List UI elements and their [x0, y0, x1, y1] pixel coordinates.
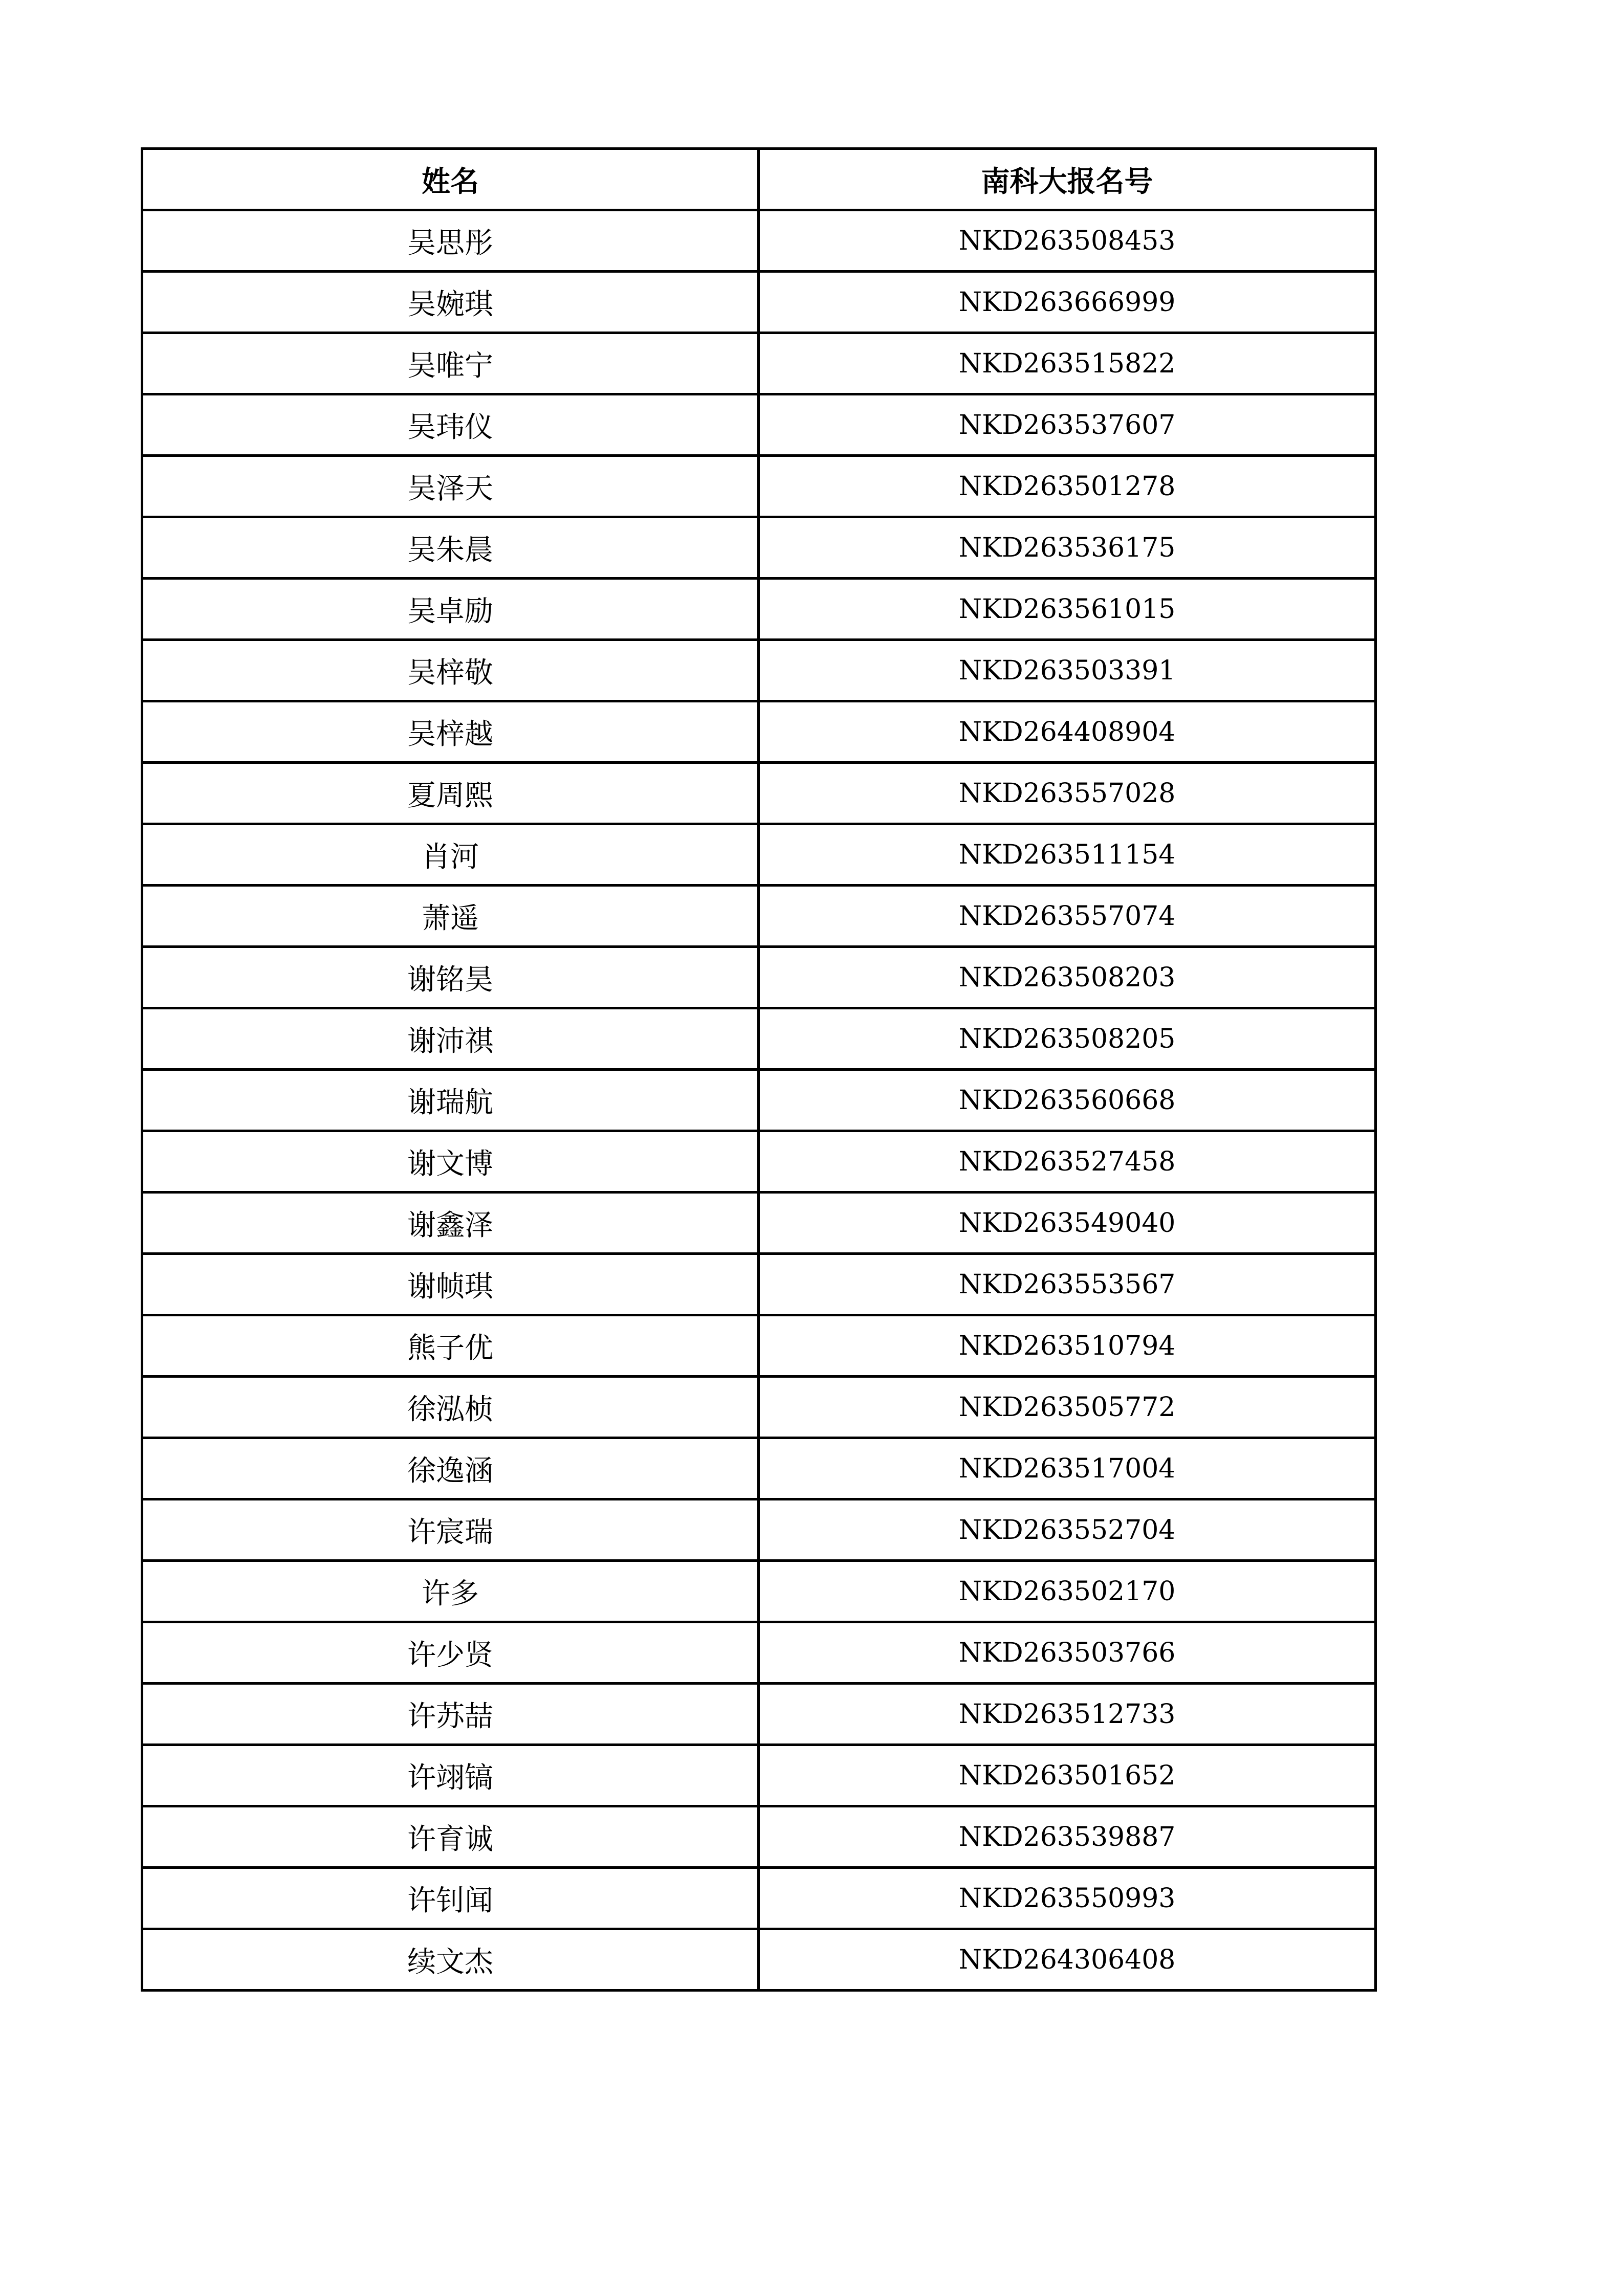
student-name-cell: 吴婉琪 — [142, 272, 759, 333]
registration-number-cell: NKD263510794 — [759, 1315, 1376, 1377]
table-row — [142, 886, 1376, 947]
table-row — [142, 394, 1376, 456]
table-row — [142, 1254, 1376, 1315]
table-header-row — [142, 149, 1376, 210]
student-name-cell: 吴朱晨 — [142, 517, 759, 579]
student-name-cell: 徐泓桢 — [142, 1377, 759, 1438]
registration-number-cell: NKD263508203 — [759, 947, 1376, 1008]
student-name-cell: 谢帧琪 — [142, 1254, 759, 1315]
student-name-cell: 许少贤 — [142, 1622, 759, 1684]
student-name-cell: 吴卓励 — [142, 579, 759, 640]
registration-number-cell: NKD263557028 — [759, 763, 1376, 824]
table-row — [142, 1684, 1376, 1745]
student-name-cell: 许多 — [142, 1561, 759, 1622]
registration-number-cell: NKD264306408 — [759, 1929, 1376, 1991]
registration-number-cell: NKD263561015 — [759, 579, 1376, 640]
table-row — [142, 1745, 1376, 1806]
table-row — [142, 947, 1376, 1008]
student-name-cell: 谢鑫泽 — [142, 1193, 759, 1254]
table-row — [142, 210, 1376, 272]
table-row — [142, 824, 1376, 886]
student-name-cell: 续文杰 — [142, 1929, 759, 1991]
table-row — [142, 1499, 1376, 1561]
registration-number-cell: NKD263505772 — [759, 1377, 1376, 1438]
table-row — [142, 456, 1376, 517]
student-name-cell: 许育诚 — [142, 1806, 759, 1868]
registration-number-cell: NKD263503766 — [759, 1622, 1376, 1684]
student-name-cell: 吴玮仪 — [142, 394, 759, 456]
registration-number-cell: NKD263502170 — [759, 1561, 1376, 1622]
table-row — [142, 1438, 1376, 1499]
table-row — [142, 1193, 1376, 1254]
table-row — [142, 333, 1376, 394]
table-row — [142, 1806, 1376, 1868]
student-name-cell: 谢文博 — [142, 1131, 759, 1193]
student-name-cell: 许翊镐 — [142, 1745, 759, 1806]
table-row — [142, 1070, 1376, 1131]
table-row — [142, 763, 1376, 824]
registration-number-cell: NKD263539887 — [759, 1806, 1376, 1868]
student-name-cell: 许宸瑞 — [142, 1499, 759, 1561]
student-name-cell: 肖河 — [142, 824, 759, 886]
table-row — [142, 272, 1376, 333]
registration-number-cell: NKD263553567 — [759, 1254, 1376, 1315]
table-row — [142, 1561, 1376, 1622]
registration-table — [141, 147, 1377, 1992]
student-name-cell: 熊子优 — [142, 1315, 759, 1377]
registration-number-cell: NKD263557074 — [759, 886, 1376, 947]
table-row — [142, 1868, 1376, 1929]
student-name-cell: 谢铭昊 — [142, 947, 759, 1008]
table-header — [142, 149, 1376, 210]
registration-number-cell: NKD263560668 — [759, 1070, 1376, 1131]
registration-number-cell: NKD263552704 — [759, 1499, 1376, 1561]
table-body — [142, 210, 1376, 1991]
student-name-cell: 吴泽天 — [142, 456, 759, 517]
student-name-cell: 许苏喆 — [142, 1684, 759, 1745]
table-row — [142, 701, 1376, 763]
student-name-cell: 许钊闻 — [142, 1868, 759, 1929]
registration-number-cell: NKD263537607 — [759, 394, 1376, 456]
registration-number-cell: NKD263527458 — [759, 1131, 1376, 1193]
student-name-cell: 夏周熙 — [142, 763, 759, 824]
student-name-cell: 吴梓越 — [142, 701, 759, 763]
registration-number-cell: NKD263517004 — [759, 1438, 1376, 1499]
registration-number-cell: NKD263503391 — [759, 640, 1376, 701]
student-name-cell: 吴思彤 — [142, 210, 759, 272]
registration-number-cell: NKD264408904 — [759, 701, 1376, 763]
registration-number-cell: NKD263501278 — [759, 456, 1376, 517]
student-name-cell: 徐逸涵 — [142, 1438, 759, 1499]
registration-number-cell: NKD263550993 — [759, 1868, 1376, 1929]
table-row — [142, 1315, 1376, 1377]
registration-number-cell: NKD263536175 — [759, 517, 1376, 579]
table-row — [142, 1622, 1376, 1684]
table-row — [142, 1131, 1376, 1193]
registration-number-cell: NKD263508205 — [759, 1008, 1376, 1070]
student-name-cell: 吴唯宁 — [142, 333, 759, 394]
registration-number-cell: NKD263549040 — [759, 1193, 1376, 1254]
registration-number-cell: NKD263515822 — [759, 333, 1376, 394]
table-row — [142, 640, 1376, 701]
table-row — [142, 1377, 1376, 1438]
student-name-cell: 谢瑞航 — [142, 1070, 759, 1131]
student-name-cell: 吴梓敬 — [142, 640, 759, 701]
table-row — [142, 1008, 1376, 1070]
registration-number-cell: NKD263512733 — [759, 1684, 1376, 1745]
table-row — [142, 579, 1376, 640]
registration-number-cell: NKD263501652 — [759, 1745, 1376, 1806]
registration-number-cell: NKD263666999 — [759, 272, 1376, 333]
table-row — [142, 1929, 1376, 1991]
registration-number-cell: NKD263511154 — [759, 824, 1376, 886]
table-row — [142, 517, 1376, 579]
header-name: 姓名 — [142, 149, 759, 210]
student-name-cell: 谢沛祺 — [142, 1008, 759, 1070]
student-name-cell: 萧遥 — [142, 886, 759, 947]
registration-number-cell: NKD263508453 — [759, 210, 1376, 272]
header-registration-number: 南科大报名号 — [759, 149, 1376, 210]
